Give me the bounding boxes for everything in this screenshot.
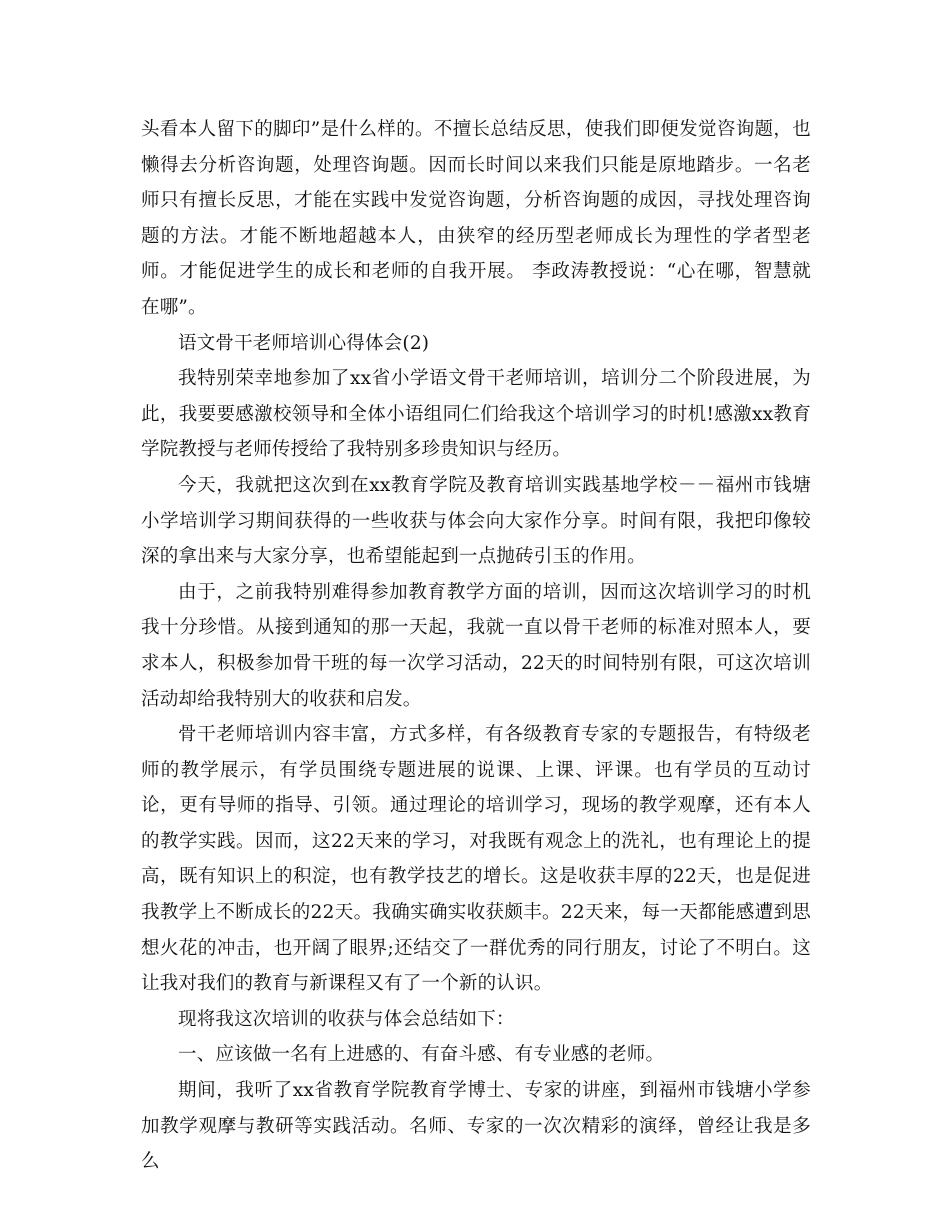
paragraph: 现将我这次培训的收获与体会总结如下： [178, 1008, 515, 1030]
document-body [141, 112, 811, 1180]
paragraph: 我特别荣幸地参加了xx省小学语文骨干老师培训，培训分二个阶段进展，为此，我要要感激校领导和全体小语组同仁们给我这个培训学习的时机!感激xx教育学院教授与老师传授给了我特别多珍贵知识与经历。 [141, 368, 811, 461]
paragraph: 由于，之前我特别难得参加教育教学方面的培训，因而这次培训学习的时机我十分珍惜。从接到通知的那一天起，我就一直以骨干老师的标准对照本人，要求本人，积极参加骨干班的每一次学习活动，22天的时间特别有限，可这次培训活动却给我特别大的收获和启发。 [141, 581, 811, 710]
subheading-item: 一、应该做一名有上进感的、有奋斗感、有专业感的老师。 [178, 1044, 665, 1066]
section-heading: 语文骨干老师培训心得体会(2) [178, 332, 430, 354]
paragraph-continuation: 头看本人留下的脚印”是什么样的。不擅长总结反思，使我们即便发觉咨询题，也懒得去分析咨询题，处理咨询题。因而长时间以来我们只能是原地踏步。一名老师只有擅长反思，才能在实践中发觉咨询题，分析咨询题的成因，寻找处理咨询题的方法。才能不断地超越本人，由狭窄的经历型老师成长为理性的学者型老师。才能促进学生的成长和老师的自我开展。 李政涛教授说：“心在哪，智慧就在哪”。 [141, 119, 811, 318]
paragraph: 今天，我就把这次到在xx教育学院及教育培训实践基地学校－－福州市钱塘小学培训学习期间获得的一些收获与体会向大家作分享。时间有限，我把印像较深的拿出来与大家分享，也希望能起到一点抛砖引玉的作用。 [141, 474, 811, 568]
paragraph: 骨干老师培训内容丰富，方式多样，有各级教育专家的专题报告，有特级老师的教学展示，有学员围绕专题进展的说课、上课、评课。也有学员的互动讨论，更有导师的指导、引领。通过理论的培训学习，现场的教学观摩，还有本人的教学实践。因而，这22天来的学习，对我既有观念上的洗礼，也有理论上的提高，既有知识上的积淀，也有教学技艺的增长。这是收获丰厚的22天，也是促进我教学上不断成长的22天。我确实确实收获颇丰。22天来，每一天都能感遭到思想火花的冲击，也开阔了眼界;还结交了一群优秀的同行朋友，讨论了不明白。这让我对我们的教育与新课程又有了一个新的认识。 [141, 724, 811, 995]
paragraph: 期间，我听了xx省教育学院教育学博士、专家的讲座，到福州市钱塘小学参加教学观摩与教研等实践活动。名师、专家的一次次精彩的演绎，曾经让我是多么 [141, 1080, 811, 1173]
